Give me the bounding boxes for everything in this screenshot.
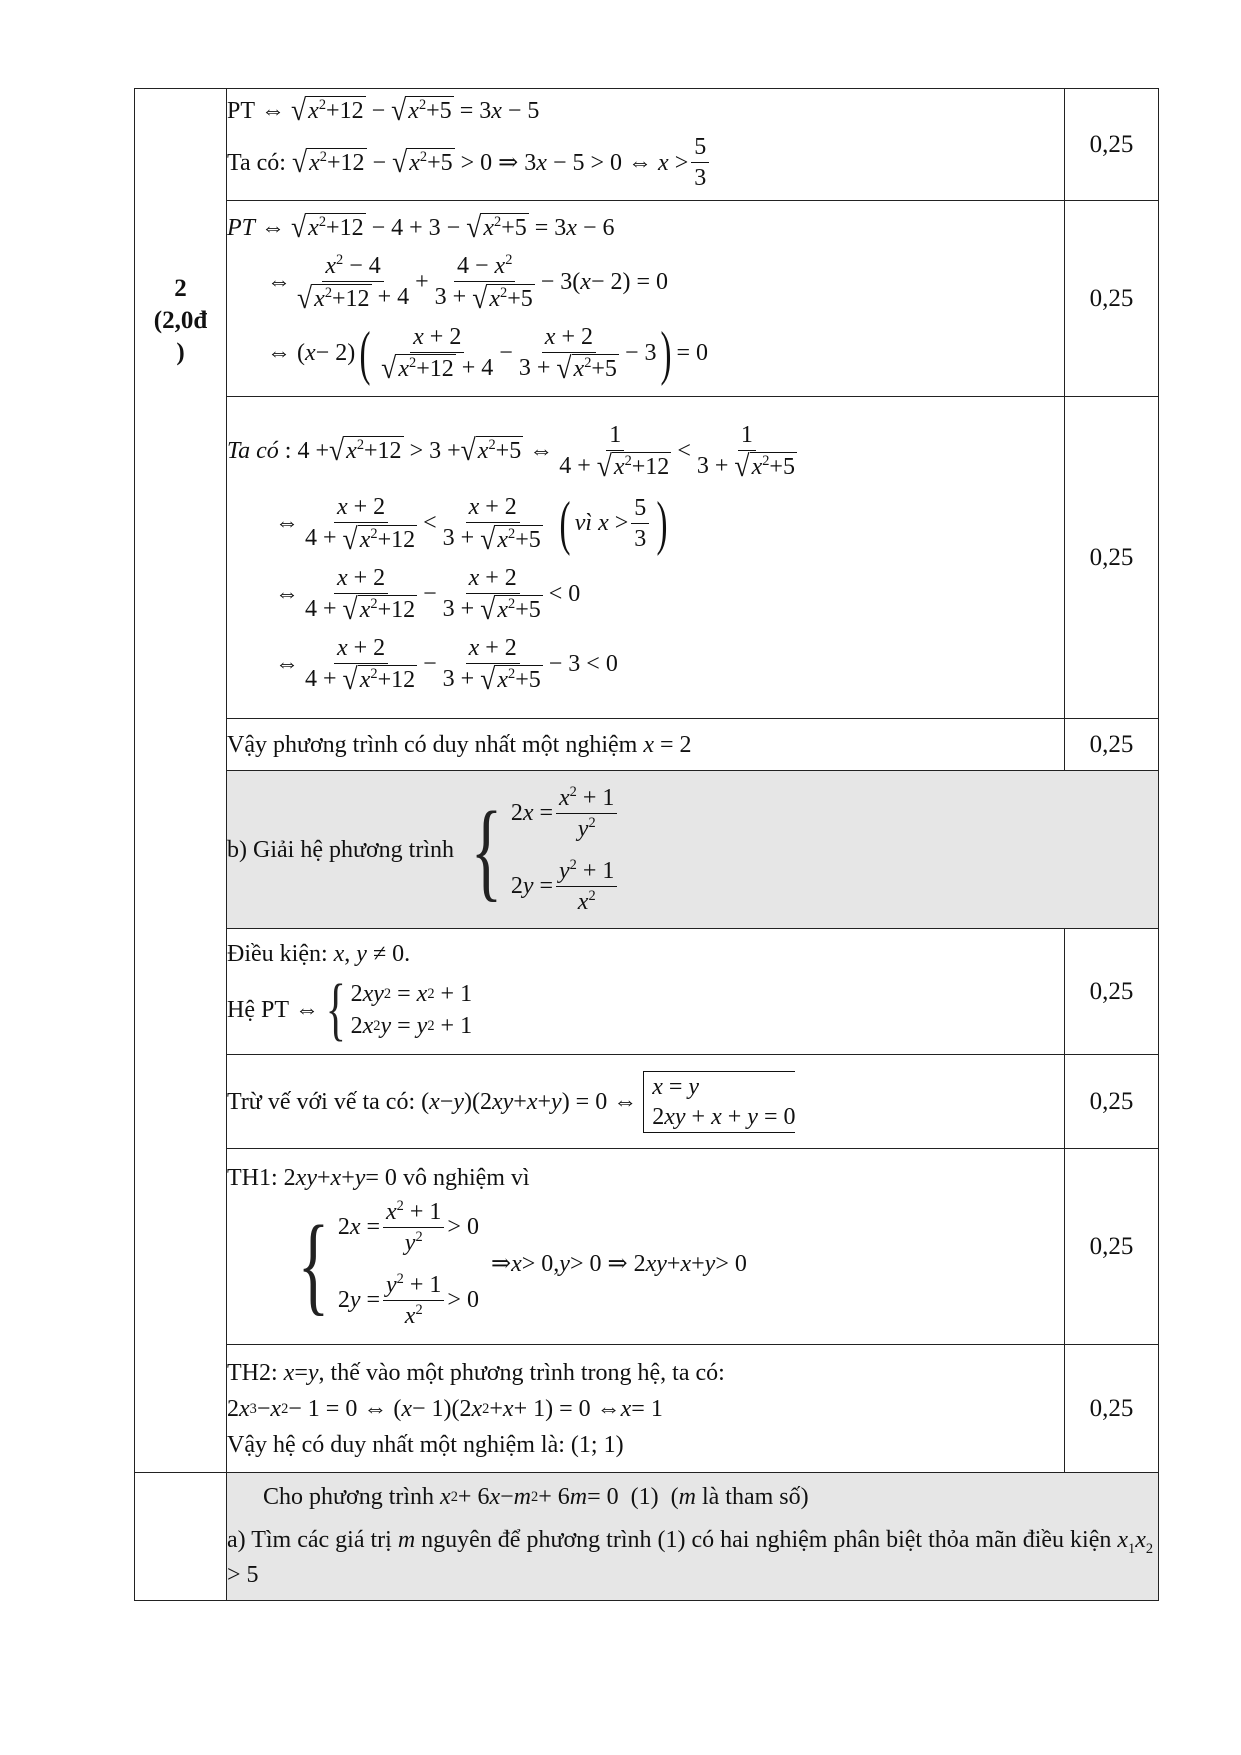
question-score: (2,0đ bbox=[153, 306, 208, 334]
solution-row bbox=[135, 1055, 1159, 1149]
points-cell: 0,25 bbox=[1065, 929, 1159, 1055]
solution-row bbox=[135, 201, 1159, 397]
points-cell: 0,25 bbox=[1065, 1149, 1159, 1345]
points-cell: 0,25 bbox=[1065, 719, 1159, 771]
solution-row bbox=[135, 89, 1159, 201]
solution-row bbox=[135, 1345, 1159, 1473]
points-cell: 0,25 bbox=[1065, 1345, 1159, 1473]
solution-row bbox=[135, 771, 1159, 929]
step-content: Điều kiện: x , y ≠ 0. Hệ PT ⇔ { 2 xy 2 = x 2 + 1 2 x 2 y = y 2 + 1 bbox=[227, 929, 1065, 1055]
empty-question-cell bbox=[135, 1473, 227, 1601]
points-cell: 0,25 bbox=[1065, 89, 1159, 201]
solution-table bbox=[134, 88, 1159, 1601]
solution-row bbox=[135, 719, 1159, 771]
solution-row bbox=[135, 397, 1159, 719]
points-cell: 0,25 bbox=[1065, 1055, 1159, 1149]
points-cell: 0,25 bbox=[1065, 397, 1159, 719]
solution-row bbox=[135, 929, 1159, 1055]
question-number: 2 bbox=[174, 274, 187, 302]
solution-row bbox=[135, 1149, 1159, 1345]
question-score-close: ) bbox=[176, 338, 185, 366]
step-content: Trừ vế với vế ta có: ( x − y )(2 xy + x + y ) = 0 ⇔ x = y 2xy + x + y = 0 bbox=[227, 1055, 1065, 1149]
step-content: TH2: x = y , thế vào một phương trình trong hệ, ta có: 2 x 3 − x 2 − 1 = 0 ⇔ ( x − 1)(2 x 2 + x + 1) = 0 ⇔ x = 1 Vậy hệ có duy nhất một nghiệm là: (1; 1) bbox=[227, 1345, 1065, 1473]
question-number-cell bbox=[135, 89, 227, 1473]
step-content: PT ⇔ √ $x^2+12$ − √ $x^2+5$ = 3 x − 5 Ta có: √ $x^2+12$ − √ $x^2+5$ > 0 ⇒ 3 x − 5 > 0 ⇔ x > 5 3 bbox=[227, 89, 1065, 201]
step-content: TH1: 2 xy + x + y = 0 vô nghiệm vì { 2 x = $x^2 + 1$ $y^2$ > 0 2 y = $y^2 + 1$ $x^2$ > 0 ⇒ x > 0, y > 0 ⇒ 2 xy + x + y > 0 bbox=[227, 1149, 1065, 1345]
part-b-heading: b) Giải hệ phương trình { 2 x = $x^2 + 1$ $y^2$ 2 y = $y^2 + 1$ $x^2$ bbox=[227, 771, 1159, 929]
step-content: Vậy phương trình có duy nhất một nghiệm x = 2 bbox=[227, 719, 1065, 771]
points-cell: 0,25 bbox=[1065, 201, 1159, 397]
step-content: PT ⇔ √ $x^2+12$ − 4 + 3 − √ $x^2+5$ = 3 x − 6 ⇔ $x^2 - 4$ √ $x^2+12$ + 4 + $4 - x^2$ 3 + √ $x^2+5$ − 3( x − 2) = 0 ⇔ ( x − 2) ( x + 2 √ $x^2+12$ + 4 − x + 2 3 + √ $x^2+5$ − 3 ) = 0 bbox=[227, 201, 1065, 397]
step-content: Ta có : 4 + √ $x^2+12$ > 3 + √ $x^2+5$ ⇔ 1 4 + √ $x^2+12$ < 1 3 + √ $x^2+5$ ⇔ x + 2 4 + √ $x^2+12$ < x + 2 3 + √ $x^2+5$ ( vì x > 5 3 ) ⇔ x + 2 4 + √ $x^2+12$ − x + 2 3 + √ $x^2+5$ < 0 ⇔ x + 2 4 + √ $x^2+12$ − x + 2 3 + √ $x^2+5$ − 3 < 0 bbox=[227, 397, 1065, 719]
next-question-heading: Cho phương trình x 2 + 6 x − m 2 + 6 m = 0 (1) ( m là tham số) a) Tìm các giá trị m nguyên để phương trình (1) có hai nghiệm phân biệt thỏa mãn điều kiện $x_1x_2 > 5$ bbox=[227, 1473, 1159, 1601]
solution-row bbox=[135, 1473, 1159, 1601]
